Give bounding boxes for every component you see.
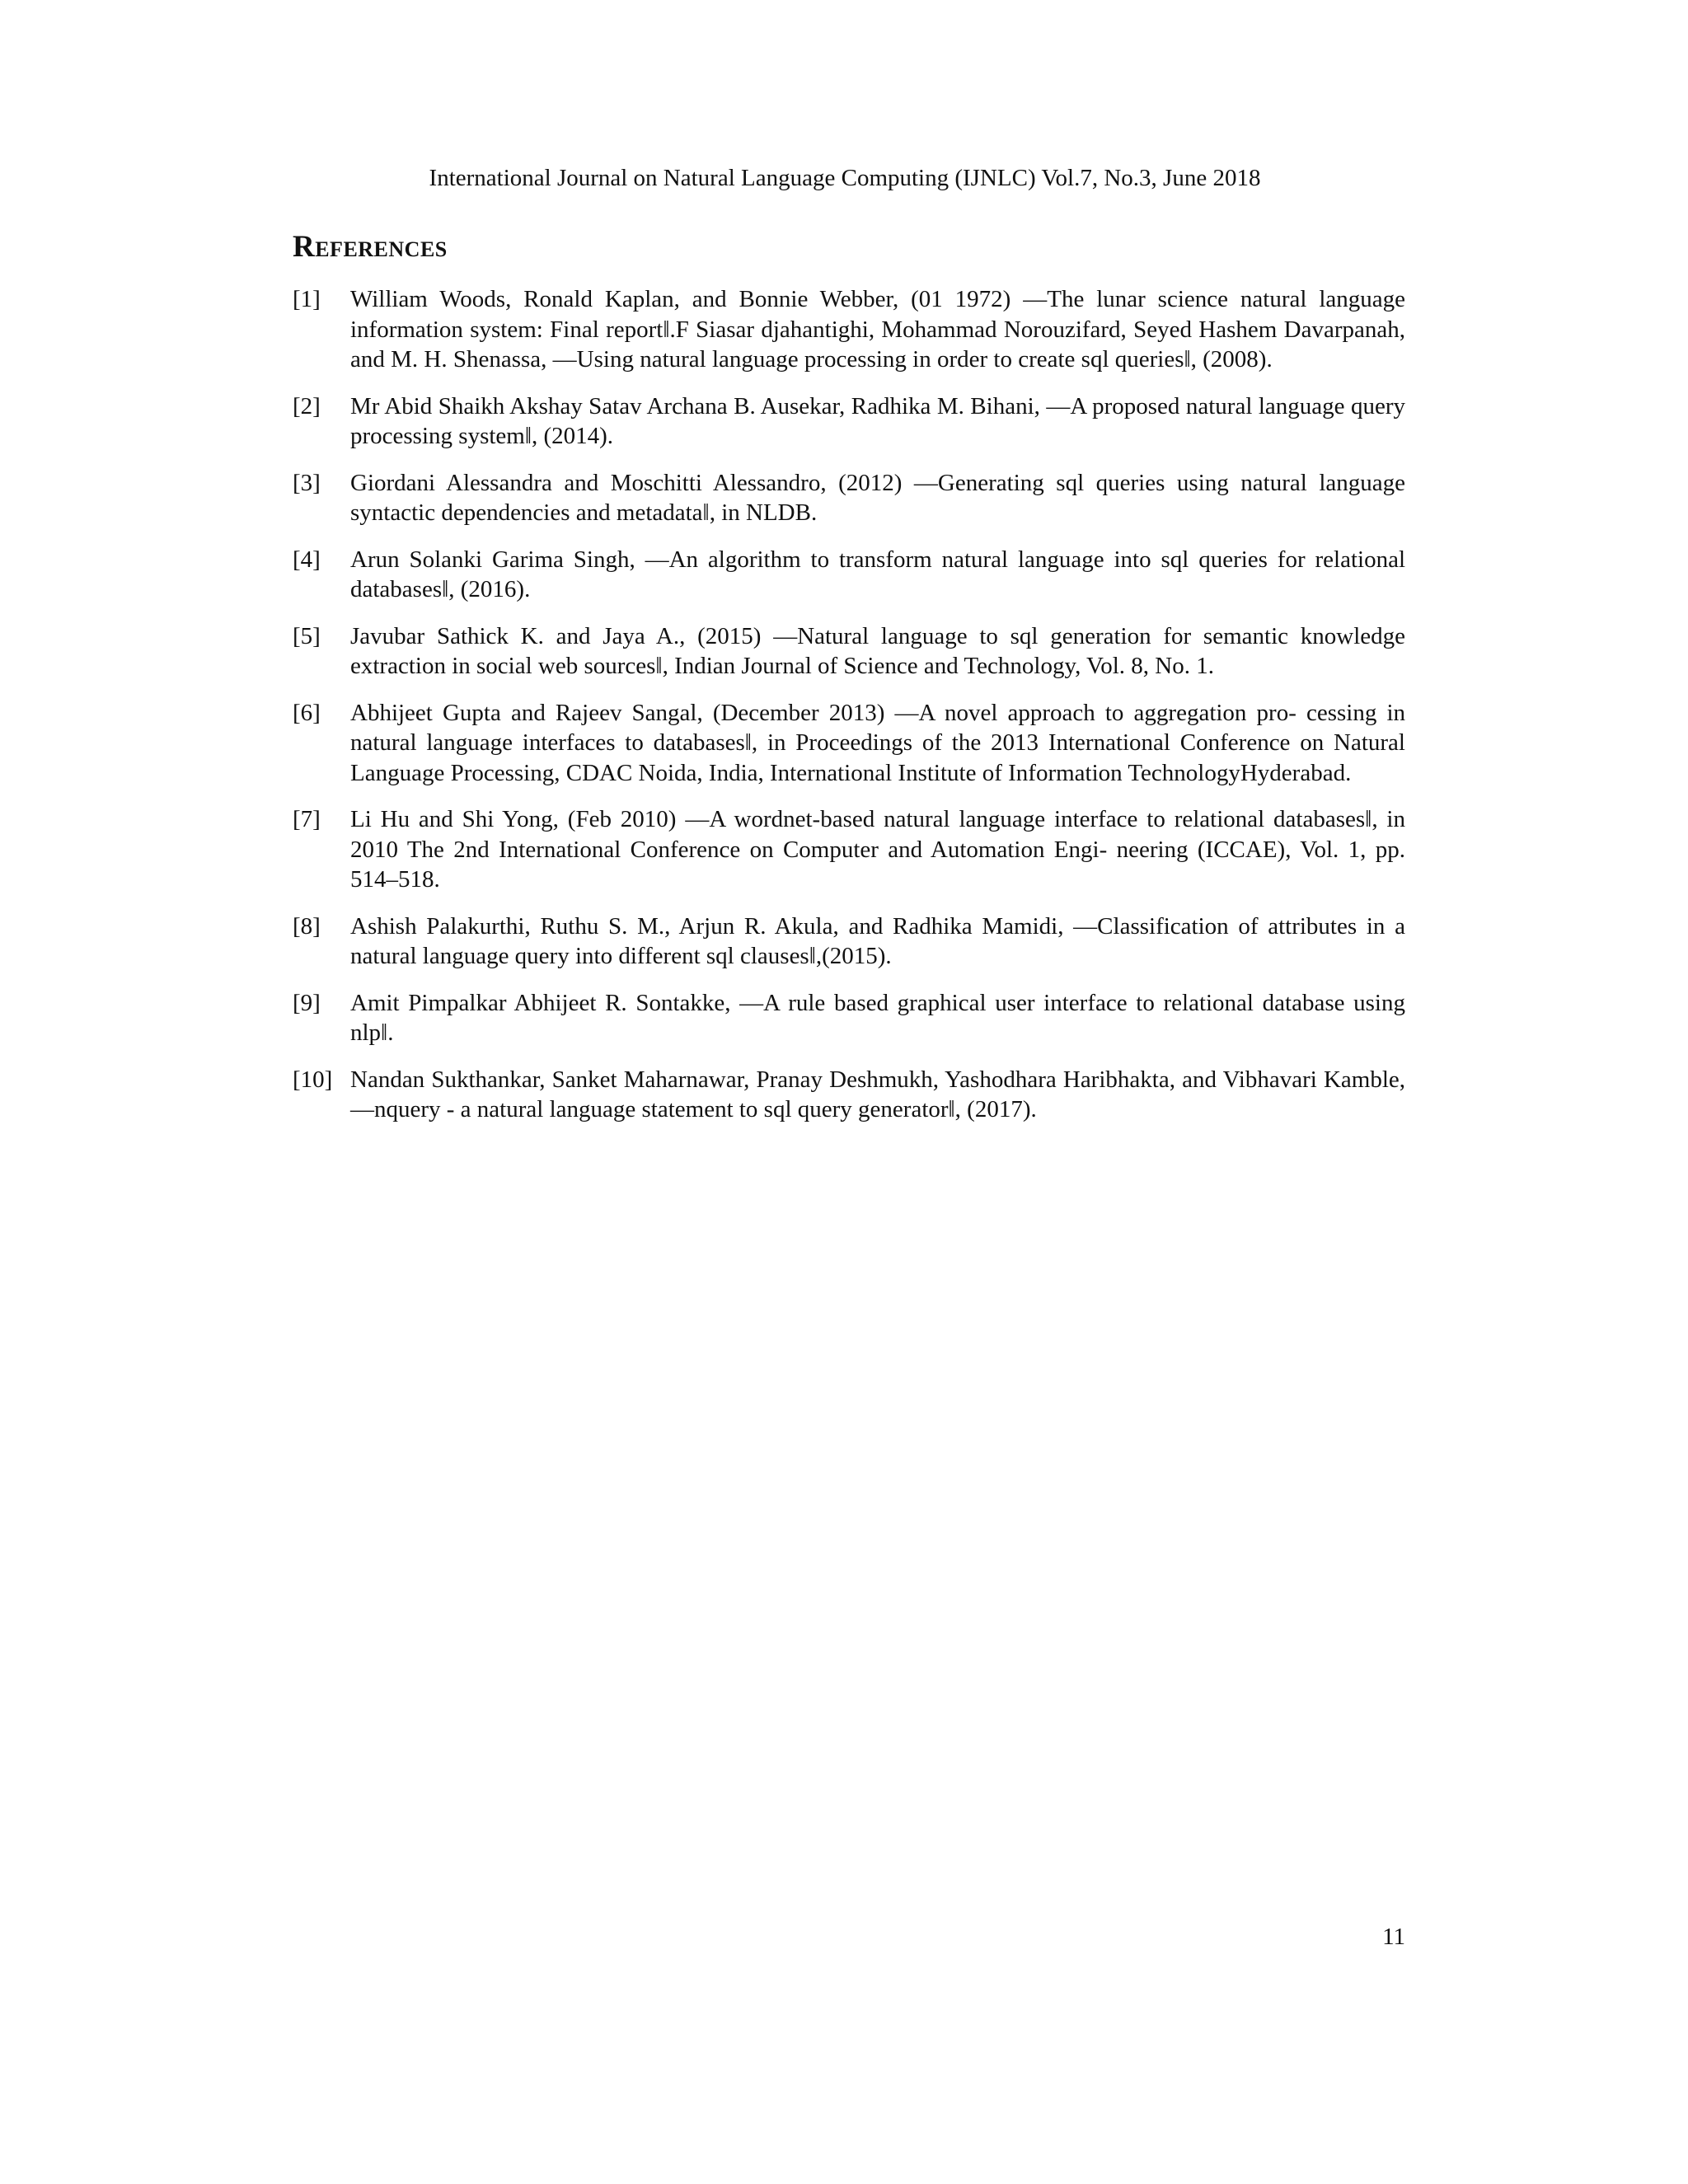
reference-text: Abhijeet Gupta and Rajeev Sangal, (December 2013) ―A novel approach to aggregation pro- cessing in natural language interfaces to databases‖, in Proceedings of the 2013 International Conference on Natural Language Processing, CDAC Noida, India, International Institute of Information TechnologyHyderabad. xyxy=(350,699,1405,786)
reference-number: [8] xyxy=(293,912,321,940)
reference-item-1 xyxy=(293,284,1405,375)
reference-item-5 xyxy=(293,621,1405,682)
page-number: 11 xyxy=(1382,1924,1405,1950)
running-header: International Journal on Natural Language Computing (IJNLC) Vol.7, No.3, June 2018 xyxy=(429,165,1261,191)
reference-item-10 xyxy=(293,1065,1405,1125)
reference-text: Mr Abid Shaikh Akshay Satav Archana B. Ausekar, Radhika M. Bihani, ―A proposed natural language query processing system‖, (2014). xyxy=(350,392,1405,449)
reference-text: Javubar Sathick K. and Jaya A., (2015) ―Natural language to sql generation for semantic knowledge extraction in social web sources‖, Indian Journal of Science and Technology, Vol. 8, No. 1. xyxy=(350,622,1405,679)
reference-text: Amit Pimpalkar Abhijeet R. Sontakke, ―A rule based graphical user interface to relational database using nlp‖. xyxy=(350,989,1405,1046)
reference-number: [10] xyxy=(293,1066,333,1093)
reference-item-3 xyxy=(293,468,1405,528)
reference-item-8 xyxy=(293,912,1405,972)
reference-list xyxy=(293,284,1405,1141)
reference-item-9 xyxy=(293,988,1405,1048)
references-heading: References xyxy=(293,230,448,264)
reference-number: [7] xyxy=(293,806,321,832)
reference-number: [4] xyxy=(293,546,321,573)
reference-item-4 xyxy=(293,545,1405,605)
reference-text: William Woods, Ronald Kaplan, and Bonnie Webber, (01 1972) ―The lunar science natural language information system: Final report‖.F Siasar djahantighi, Mohammad Norouzifard, Seyed Hashem Davarpanah, and M. H. Shenassa, ―Using natural language processing in order to create sql queries‖, (2008). xyxy=(350,286,1405,373)
reference-number: [9] xyxy=(293,989,321,1016)
reference-number: [2] xyxy=(293,392,321,419)
reference-text: Ashish Palakurthi, Ruthu S. M., Arjun R. Akula, and Radhika Mamidi, ―Classification of attributes in a natural language query into different sql clauses‖,(2015). xyxy=(350,912,1405,969)
reference-text: Li Hu and Shi Yong, (Feb 2010) ―A wordnet-based natural language interface to relational databases‖, in 2010 The 2nd International Conference on Computer and Automation Engi- neering (ICCAE), Vol. 1, pp. 514–518. xyxy=(350,806,1405,893)
reference-item-6 xyxy=(293,698,1405,789)
reference-item-7 xyxy=(293,804,1405,895)
reference-text: Giordani Alessandra and Moschitti Alessandro, (2012) ―Generating sql queries using natural language syntactic dependencies and metadata‖, in NLDB. xyxy=(350,469,1405,526)
reference-number: [6] xyxy=(293,699,321,726)
reference-number: [1] xyxy=(293,286,321,312)
reference-number: [3] xyxy=(293,469,321,496)
reference-text: Arun Solanki Garima Singh, ―An algorithm to transform natural language into sql queries for relational databases‖, (2016). xyxy=(350,546,1405,602)
reference-number: [5] xyxy=(293,622,321,649)
reference-text: Nandan Sukthankar, Sanket Maharnawar, Pranay Deshmukh, Yashodhara Haribhakta, and Vibhavari Kamble, ―nquery - a natural language statement to sql query generator‖, (2017). xyxy=(350,1066,1405,1122)
reference-item-2 xyxy=(293,391,1405,452)
